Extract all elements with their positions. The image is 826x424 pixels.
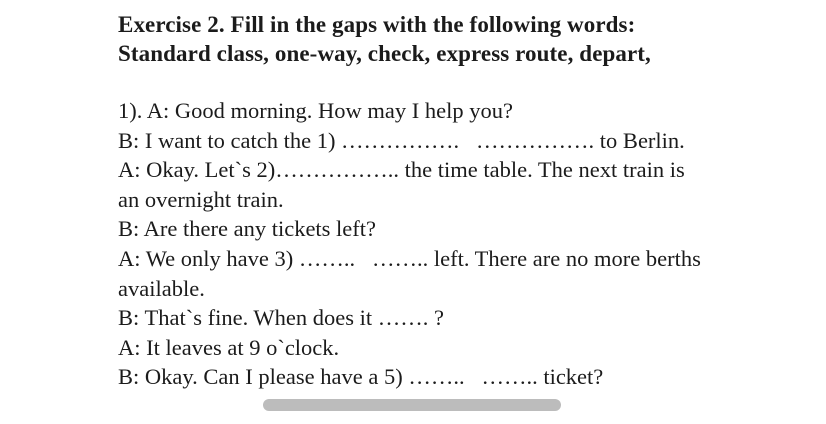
dialogue-line: B: Are there any tickets left? bbox=[118, 216, 377, 242]
dialogue-line: B: I want to catch the 1) ……………. ……………. to Berlin. bbox=[118, 127, 685, 153]
dialogue-text bbox=[118, 96, 701, 392]
word-bank: Standard class, one-way, check, express route, depart, bbox=[118, 41, 651, 66]
exercise-header bbox=[118, 10, 651, 68]
dialogue-line: A: It leaves at 9 o`clock. bbox=[118, 334, 340, 360]
dialogue-line: A: We only have 3) …….. …….. left. There are no more berths bbox=[118, 245, 701, 271]
exercise-title: Exercise 2. Fill in the gaps with the following words: bbox=[118, 12, 636, 37]
horizontal-scrollbar[interactable] bbox=[263, 399, 561, 411]
dialogue-line: A: Okay. Let`s 2)…………….. the time table. The next train is bbox=[118, 157, 685, 183]
dialogue-line: B: That`s fine. When does it ……. ? bbox=[118, 305, 444, 331]
dialogue-heading: 1). A: Good morning. How may I help you? bbox=[118, 98, 513, 123]
dialogue-line: an overnight train. bbox=[118, 186, 284, 212]
dialogue-line: B: Okay. Can I please have a 5) …….. …….. ticket? bbox=[118, 364, 604, 390]
dialogue-line: available. bbox=[118, 275, 205, 301]
